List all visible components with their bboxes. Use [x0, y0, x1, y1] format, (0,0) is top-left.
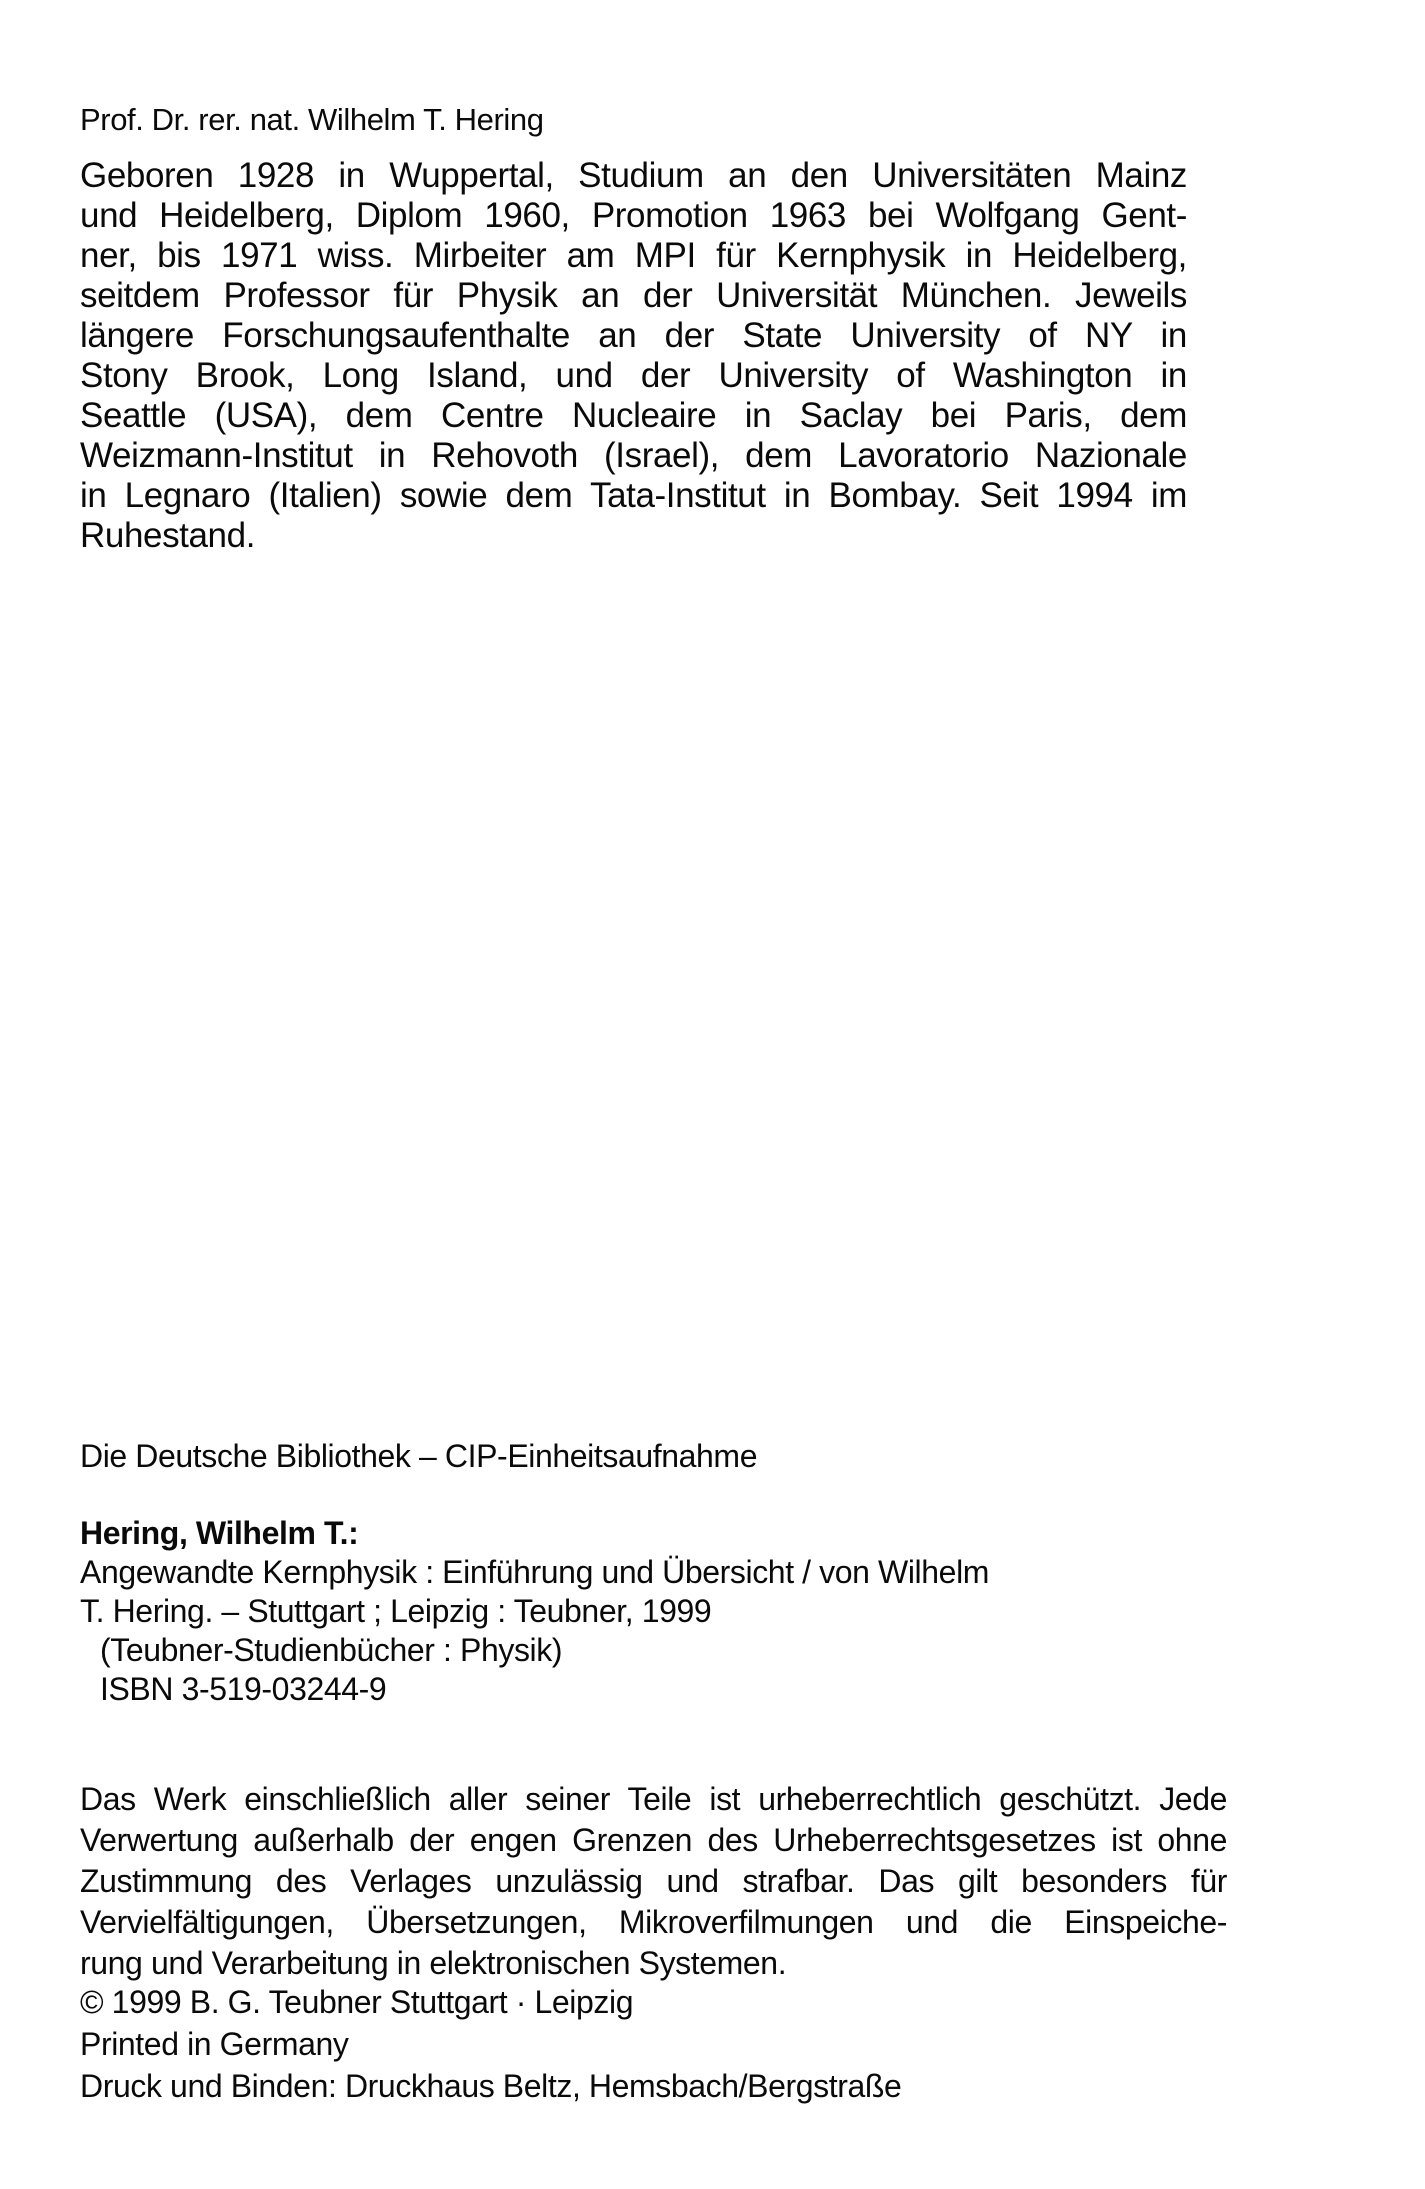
publisher-copyright-line: © 1999 B. G. Teubner Stuttgart · Leipzig [80, 1984, 634, 2020]
copyright-notice-paragraph-line: Zustimmung des Verlages unzulässig und strafbar. Das gilt besonders für [80, 1863, 1227, 1899]
author-bio-paragraph-line: Stony Brook, Long Island, und der University of Washington in [80, 356, 1187, 395]
author-bio-paragraph-line: seitdem Professor für Physik an der Universität München. Jeweils [80, 276, 1187, 315]
author-bio-paragraph-line: längere Forschungsaufenthalte an der State University of NY in [80, 316, 1187, 355]
copyright-notice-paragraph-line: Vervielfältigungen, Übersetzungen, Mikroverfilmungen und die Einspeiche- [80, 1904, 1227, 1940]
cip-entry-title-line-1: Angewandte Kernphysik : Einführung und Übersicht / von Wilhelm [80, 1554, 990, 1590]
copyright-notice-paragraph-line: Das Werk einschließlich aller seiner Teile ist urheberrechtlich geschützt. Jede [80, 1781, 1227, 1817]
cip-entry-author: Hering, Wilhelm T.: [80, 1515, 359, 1551]
author-bio-paragraph-line: Weizmann-Institut in Rehovoth (Israel), dem Lavoratorio Nazionale [80, 436, 1187, 475]
copyright-notice-paragraph [80, 1779, 1227, 1984]
author-bio-paragraph-line: Seattle (USA), dem Centre Nucleaire in Saclay bei Paris, dem [80, 396, 1187, 435]
author-bio-paragraph-line: in Legnaro (Italien) sowie dem Tata-Institut in Bombay. Seit 1994 im [80, 476, 1187, 515]
cip-header: Die Deutsche Bibliothek – CIP-Einheitsaufnahme [80, 1438, 758, 1474]
author-bio-paragraph-line: Ruhestand. [80, 516, 256, 555]
printed-in-line: Printed in Germany [80, 2026, 349, 2062]
author-bio-paragraph-line: und Heidelberg, Diplom 1960, Promotion 1963 bei Wolfgang Gent- [80, 196, 1187, 235]
copyright-notice-paragraph-line: rung und Verarbeitung in elektronischen Systemen. [80, 1945, 787, 1981]
author-bio-paragraph-line: Geboren 1928 in Wuppertal, Studium an den Universitäten Mainz [80, 156, 1187, 195]
author-bio-paragraph-line: ner, bis 1971 wiss. Mirbeiter am MPI für Kernphysik in Heidelberg, [80, 236, 1187, 275]
author-heading: Prof. Dr. rer. nat. Wilhelm T. Hering [80, 102, 544, 137]
cip-entry-series: (Teubner-Studienbücher : Physik) [100, 1632, 563, 1668]
cip-entry-title-line-2: T. Hering. – Stuttgart ; Leipzig : Teubner, 1999 [80, 1593, 712, 1629]
cip-entry [80, 1514, 989, 1709]
cip-entry-isbn: ISBN 3-519-03244-9 [100, 1671, 387, 1707]
print-binding-line: Druck und Binden: Druckhaus Beltz, Hemsbach/Bergstraße [80, 2068, 902, 2104]
colophon [80, 1981, 901, 2107]
author-bio-paragraph [80, 156, 1187, 556]
copyright-notice-paragraph-line: Verwertung außerhalb der engen Grenzen des Urheberrechtsgesetzes ist ohne [80, 1822, 1227, 1858]
